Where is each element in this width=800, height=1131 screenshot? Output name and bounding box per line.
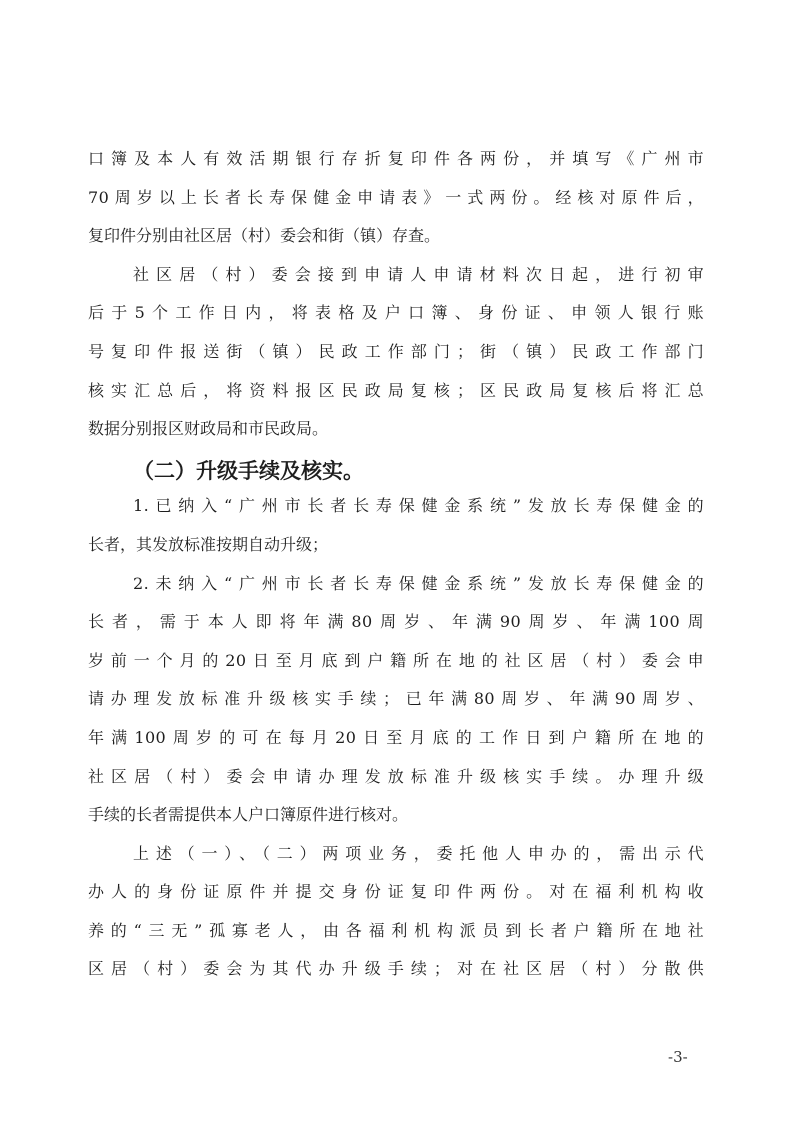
text-line-15: 请办理发放标准升级核实手续；已年满80周岁、年满90周岁、 [88,689,704,709]
text-line-11: 长者，其发放标准按期自动升级； [88,534,329,554]
document-body [88,146,704,995]
text-line-14: 岁前一个月的20日至月底到户籍所在地的社区居（村）委会申 [88,650,704,670]
text-line-4: 社区居（村）委会接到申请人申请材料次日起，进行初审 [133,264,704,284]
text-line-5: 后于5个工作日内，将表格及户口簿、身份证、申领人银行账 [88,303,704,323]
text-line-18: 手续的长者需提供本人户口簿原件进行核对。 [88,805,409,825]
text-line-7: 核实汇总后，将资料报区民政局复核；区民政局复核后将汇总 [88,380,704,400]
text-line-21: 养的“三无”孤寡老人，由各福利机构派员到长者户籍所在地社 [88,920,704,940]
page-number: -3- [668,1048,688,1066]
text-line-12: 2.未纳入“广州市长者长寿保健金系统”发放长寿保健金的 [133,573,704,593]
text-line-22: 区居（村）委会为其代办升级手续；对在社区居（村）分散供 [88,959,704,979]
text-line-2: 70周岁以上长者长寿保健金申请表》一式两份。经核对原件后， [88,187,704,207]
text-line-1: 口簿及本人有效活期银行存折复印件各两份，并填写《广州市 [88,149,704,168]
text-line-19: 上述（一）、（二）两项业务，委托他人申办的，需出示代 [133,843,704,863]
text-line-6: 号复印件报送街（镇）民政工作部门；街（镇）民政工作部门 [88,341,704,361]
text-line-8: 数据分别报区财政局和市民政局。 [88,419,329,439]
text-line-16: 年满100周岁的可在每月20日至月底的工作日到户籍所在地的 [88,727,704,747]
text-line-20: 办人的身份证原件并提交身份证复印件两份。对在福利机构收 [88,882,704,902]
text-line-17: 社区居（村）委会申请办理发放标准升级核实手续。办理升级 [88,766,704,786]
text-line-13: 长者，需于本人即将年满80周岁、年满90周岁、年满100周 [88,612,704,632]
text-line-3: 复印件分别由社区居（村）委会和街（镇）存查。 [88,226,441,246]
text-line-10: 1.已纳入“广州市长者长寿保健金系统”发放长寿保健金的 [133,496,704,516]
section-heading: （二）升级手续及核实。 [133,458,364,483]
